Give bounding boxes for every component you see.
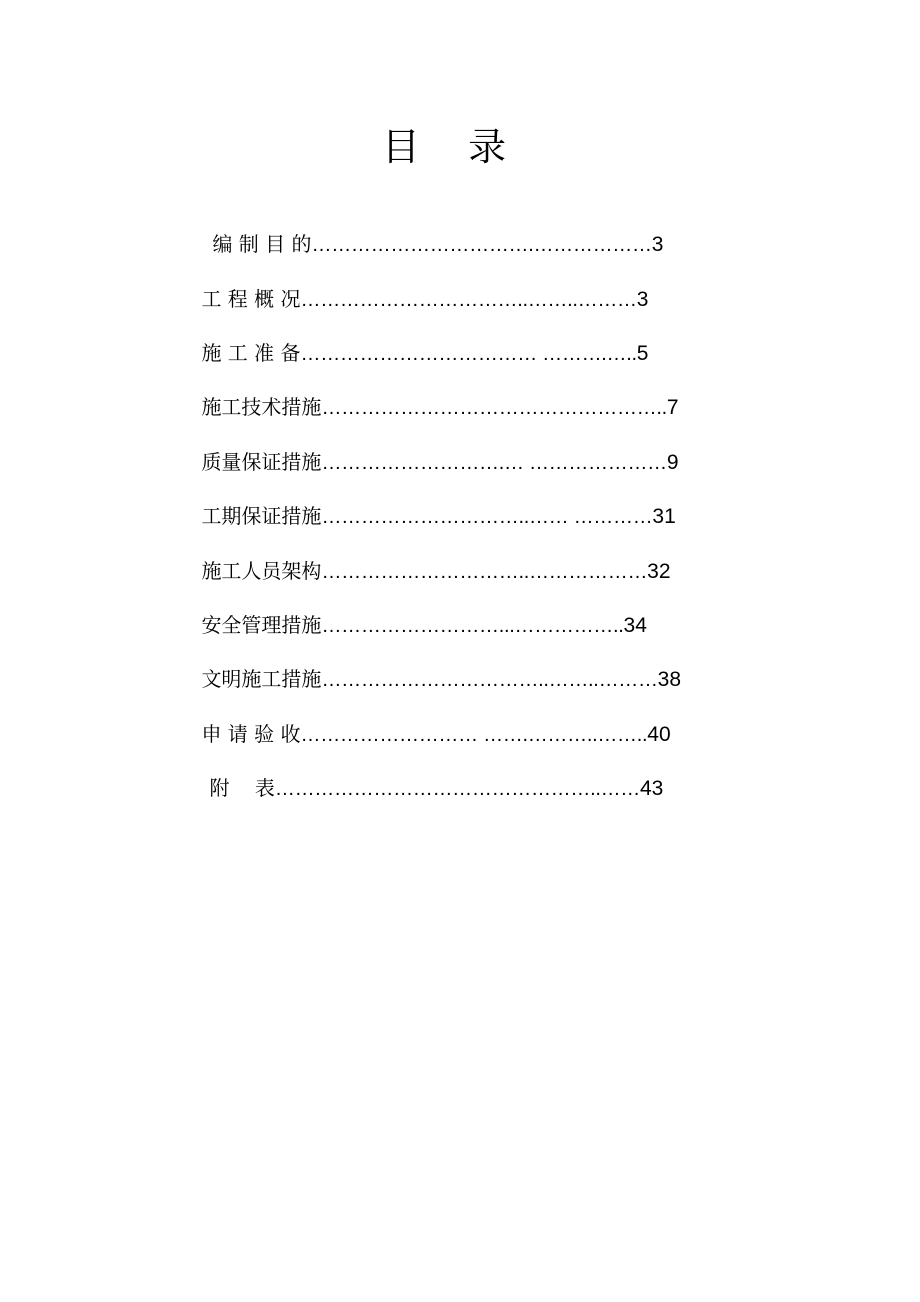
- toc-entry-1: [176, 254, 649, 311]
- toc-entry-page-number: 34: [623, 614, 647, 637]
- toc-entry-leader: …………………………………………..……: [274, 778, 640, 800]
- toc-entry-8: [176, 634, 682, 691]
- toc-entry-leader: ……………………….… …………………: [321, 452, 667, 474]
- toc-entry-7: [176, 580, 647, 637]
- toc-entry-page-number: 32: [647, 560, 671, 583]
- toc-entry-page-number: 31: [652, 505, 676, 528]
- toc-entry-leader: ……………………………… ……….…..: [300, 343, 637, 365]
- toc-entry-label: 质量保证措施: [201, 450, 322, 474]
- toc-entry-leader: ……………………… …….………..……..: [300, 724, 648, 746]
- toc-entry-6: [176, 526, 671, 583]
- toc-entry-label: 附 表: [209, 776, 275, 800]
- toc-entry-4: [176, 417, 679, 474]
- toc-entry-page-number: 40: [647, 723, 671, 746]
- toc-title: 目 录: [381, 125, 507, 169]
- toc-entry-page-number: 38: [657, 668, 682, 691]
- toc-entry-label: 工期保证措施: [201, 504, 322, 528]
- toc-entry-9: [176, 689, 671, 746]
- toc-entry-2: [176, 308, 649, 365]
- toc-entry-label: 工 程 概 况: [201, 287, 301, 311]
- toc-entry-0: [187, 199, 664, 256]
- toc-entry-leader: ……………………………..……..………: [321, 669, 658, 691]
- toc-entry-label: 施工技术措施: [201, 395, 322, 419]
- toc-entry-page-number: 9: [666, 451, 679, 474]
- toc-entry-page-number: 5: [636, 342, 649, 365]
- toc-entry-label: 申 请 验 收: [201, 722, 301, 746]
- toc-entry-5: [176, 471, 676, 528]
- toc-entry-page-number: 43: [640, 777, 664, 800]
- toc-entry-leader: ……………………………………………..: [321, 397, 667, 419]
- toc-entry-label: 施工人员架构: [201, 559, 322, 583]
- toc-entry-leader: …………………………..………………: [321, 561, 648, 583]
- toc-entry-leader: ……………………………..……..………: [300, 289, 637, 311]
- toc-entry-label: 文明施工措施: [201, 667, 322, 691]
- toc-entry-leader: …………………………..…… …………: [321, 506, 653, 528]
- toc-entry-3: [176, 362, 679, 419]
- toc-entry-label: 编 制 目 的: [212, 232, 312, 256]
- toc-entry-page-number: 7: [666, 396, 679, 419]
- toc-entry-label: 施 工 准 备: [201, 341, 301, 365]
- toc-entry-leader: ………………………...……………..: [321, 615, 624, 637]
- toc-entry-leader: …………………………….………………: [311, 234, 652, 256]
- toc-entry-10: [184, 743, 664, 800]
- toc-entry-label: 安全管理措施: [201, 613, 322, 637]
- toc-entry-page-number: 3: [651, 233, 664, 256]
- toc-entry-page-number: 3: [636, 288, 649, 311]
